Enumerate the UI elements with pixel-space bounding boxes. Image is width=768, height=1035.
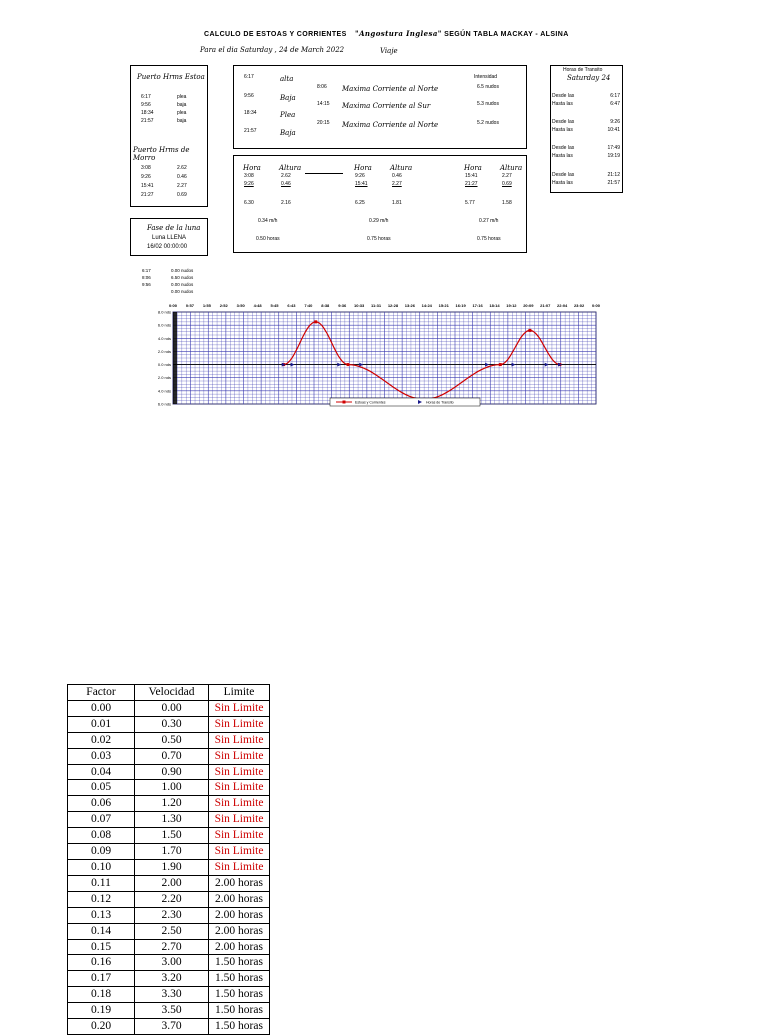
- tide-label: Baja: [280, 129, 296, 137]
- tide-label: alta: [280, 75, 294, 83]
- factor-cell: 0.18: [68, 987, 135, 1003]
- x-tick-label: 5:45: [270, 303, 279, 308]
- limite-cell: Sin Limite: [209, 748, 270, 764]
- factor-cell: 0.05: [68, 780, 135, 796]
- x-tick-label: 9:36: [338, 303, 347, 308]
- altura-label: Altura: [500, 164, 523, 172]
- mini-time: 6:17: [142, 268, 151, 273]
- transit-from-label: Desde las: [552, 119, 575, 125]
- estoa-title: Puerto Hrms Estoa: [137, 73, 205, 81]
- y-tick-label: 6.0 nds: [157, 401, 171, 407]
- x-tick-label: 14:24: [421, 303, 432, 308]
- transit-from-label: Desde las: [552, 145, 575, 151]
- table-row: [68, 844, 270, 860]
- x-tick-label: 8:38: [321, 303, 330, 308]
- current-speed: 6.5 nudos: [477, 84, 499, 90]
- rate: 0.27 m/h: [479, 218, 499, 224]
- rate: 0.34 m/h: [258, 218, 278, 224]
- limite-cell: Sin Limite: [209, 812, 270, 828]
- current-label: Maxima Corriente al Sur: [342, 102, 431, 110]
- limite-cell: 1.50 horas: [209, 1003, 270, 1019]
- table-row: [68, 859, 270, 875]
- duration: 6.30: [244, 200, 254, 206]
- morro-height: 0.46: [177, 174, 187, 180]
- limite-cell: Sin Limite: [209, 764, 270, 780]
- amplitude: 1.58: [502, 200, 512, 206]
- separator-line: [305, 173, 343, 174]
- tide-time: 21:57: [244, 128, 257, 134]
- current-curve-point: [314, 320, 317, 323]
- y-tick-label: 2.0 nds: [157, 348, 171, 354]
- morro-height: 0.69: [177, 192, 187, 198]
- legend-label-currents: Estoas y Corrientes: [355, 400, 386, 405]
- factor-cell: 0.02: [68, 732, 135, 748]
- hora-1: 15:41: [465, 173, 478, 179]
- table-row: [68, 780, 270, 796]
- limite-cell: Sin Limite: [209, 828, 270, 844]
- morro-time: 3:08: [141, 165, 151, 171]
- y-tick-label: 6.0 nds: [157, 322, 171, 328]
- current-curve-point: [347, 363, 350, 366]
- limite-cell: 1.50 horas: [209, 987, 270, 1003]
- velocidad-cell: 3.20: [135, 971, 209, 987]
- x-tick-label: 13:26: [404, 303, 415, 308]
- current-speed: 5.2 nudos: [477, 120, 499, 126]
- tide-time: 9:56: [244, 93, 254, 99]
- hora-1: 9:26: [355, 173, 365, 179]
- y-tick-label: 2.0 nds: [157, 375, 171, 381]
- table-row: [68, 796, 270, 812]
- transit-day: Saturday 24: [567, 74, 611, 82]
- table-row: [68, 891, 270, 907]
- altura-label: Altura: [390, 164, 413, 172]
- estoa-type: plea: [177, 110, 187, 116]
- transit-from: 17:49: [607, 145, 620, 151]
- moon-phase: Luna LLENA: [152, 235, 187, 241]
- limite-cell: 2.00 horas: [209, 939, 270, 955]
- estoa-type: baja: [177, 102, 187, 108]
- velocidad-cell: 3.50: [135, 1003, 209, 1019]
- tide-current-chart: [140, 262, 600, 412]
- factor-cell: 0.06: [68, 796, 135, 812]
- col-factor: Factor: [68, 685, 135, 701]
- viaje-label: Viaje: [380, 47, 398, 55]
- factor-cell: 0.17: [68, 971, 135, 987]
- current-label: Maxima Corriente al Norte: [342, 121, 439, 129]
- morro-time: 15:41: [141, 183, 154, 189]
- calc-box: [233, 155, 527, 253]
- hours: 0.75 horas: [367, 236, 391, 242]
- transit-from-label: Desde las: [552, 172, 575, 178]
- factor-cell: 0.00: [68, 700, 135, 716]
- estoa-type: baja: [177, 118, 187, 124]
- intensity-header: Intensidad: [474, 74, 498, 80]
- morro-height: 2.27: [177, 183, 187, 189]
- velocidad-cell: 2.50: [135, 923, 209, 939]
- x-tick-label: 22:04: [557, 303, 568, 308]
- limite-cell: 2.00 horas: [209, 891, 270, 907]
- x-tick-label: 23:02: [573, 303, 585, 308]
- transit-from: 9:26: [610, 119, 620, 125]
- title-place: "Angostura Inglesa": [355, 29, 442, 38]
- x-tick-label: 15:21: [438, 303, 449, 308]
- factor-cell: 0.12: [68, 891, 135, 907]
- velocidad-cell: 1.30: [135, 812, 209, 828]
- moon-phase-box: [130, 218, 208, 256]
- factor-cell: 0.16: [68, 955, 135, 971]
- velocidad-cell: 0.30: [135, 716, 209, 732]
- estoa-time: 21:57: [141, 118, 154, 124]
- duration: 6.25: [355, 200, 365, 206]
- legend-box: [330, 398, 480, 406]
- transit-to: 21:57: [607, 180, 620, 186]
- velocidad-cell: 0.00: [135, 700, 209, 716]
- morro-time: 21:27: [141, 192, 154, 198]
- legend-label-transit: Horas de Transito: [426, 400, 454, 405]
- x-tick-label: 7:40: [304, 303, 313, 308]
- mini-val: 0.00 nudos: [171, 282, 194, 287]
- table-row: [68, 1003, 270, 1019]
- x-tick-label: 19:12: [506, 303, 517, 308]
- limite-cell: Sin Limite: [209, 732, 270, 748]
- velocidad-cell: 0.90: [135, 764, 209, 780]
- altura-label: Altura: [279, 164, 302, 172]
- x-tick-label: 11:31: [371, 303, 382, 308]
- current-label: Maxima Corriente al Norte: [342, 85, 439, 93]
- velocidad-cell: 1.70: [135, 844, 209, 860]
- limite-cell: Sin Limite: [209, 700, 270, 716]
- table-row: [68, 923, 270, 939]
- factor-cell: 0.20: [68, 1019, 135, 1035]
- factor-cell: 0.11: [68, 875, 135, 891]
- amplitude: 1.81: [392, 200, 402, 206]
- y-tick-label: 4.0 nds: [157, 388, 171, 394]
- x-tick-label: 2:52: [219, 303, 228, 308]
- velocidad-cell: 1.20: [135, 796, 209, 812]
- altura-2: 0.69: [502, 181, 512, 187]
- current-time: 8:06: [317, 84, 327, 90]
- rate: 0.29 m/h: [369, 218, 389, 224]
- table-row: [68, 987, 270, 1003]
- factor-cell: 0.14: [68, 923, 135, 939]
- x-tick-label: 6:43: [287, 303, 296, 308]
- tide-time: 18:34: [244, 110, 257, 116]
- velocity-table: [67, 684, 270, 1035]
- table-row: [68, 732, 270, 748]
- altura-2: 2.27: [392, 181, 402, 187]
- tide-time: 6:17: [244, 74, 254, 80]
- duration: 5.77: [465, 200, 475, 206]
- transit-to: 6:47: [610, 101, 620, 107]
- hora-label: Hora: [464, 164, 482, 172]
- col-velocidad: Velocidad: [135, 685, 209, 701]
- mini-val: 0.00 nudos: [171, 268, 194, 273]
- x-tick-label: 0:00: [591, 303, 600, 308]
- factor-cell: 0.08: [68, 828, 135, 844]
- y-tick-label: 0.0 nds: [157, 362, 171, 368]
- transit-to-label: Hasta las: [552, 153, 573, 159]
- date-line: Para el dia Saturday , 24 de March 2022: [200, 46, 345, 54]
- limite-cell: Sin Limite: [209, 780, 270, 796]
- velocidad-cell: 1.90: [135, 859, 209, 875]
- factor-cell: 0.09: [68, 844, 135, 860]
- x-tick-label: 0:57: [185, 303, 194, 308]
- factor-cell: 0.10: [68, 859, 135, 875]
- velocidad-cell: 3.70: [135, 1019, 209, 1035]
- velocidad-cell: 2.20: [135, 891, 209, 907]
- transit-from-label: Desde las: [552, 93, 575, 99]
- table-row: [68, 939, 270, 955]
- velocidad-cell: 2.30: [135, 907, 209, 923]
- table-row: [68, 907, 270, 923]
- table-row: [68, 764, 270, 780]
- current-time: 20:15: [317, 120, 330, 126]
- factor-cell: 0.15: [68, 939, 135, 955]
- current-speed: 5.3 nudos: [477, 101, 499, 107]
- factor-cell: 0.01: [68, 716, 135, 732]
- table-header-row: [68, 685, 270, 701]
- x-tick-label: 3:50: [236, 303, 245, 308]
- amplitude: 2.16: [281, 200, 291, 206]
- transit-to-label: Hasta las: [552, 180, 573, 186]
- x-tick-label: 17:16: [472, 303, 483, 308]
- table-row: [68, 716, 270, 732]
- x-tick-label: 16:19: [455, 303, 466, 308]
- transit-to-label: Hasta las: [552, 127, 573, 133]
- x-tick-label: 1:55: [202, 303, 211, 308]
- factor-cell: 0.19: [68, 1003, 135, 1019]
- hora-label: Hora: [354, 164, 372, 172]
- col-limite: Limite: [209, 685, 270, 701]
- estoa-time: 6:17: [141, 94, 151, 100]
- estoa-box: [130, 65, 208, 207]
- hora-2: 15:41: [355, 181, 368, 187]
- limite-cell: 1.50 horas: [209, 955, 270, 971]
- table-row: [68, 875, 270, 891]
- limite-cell: 1.50 horas: [209, 1019, 270, 1035]
- mini-val: 6.50 nudos: [171, 275, 194, 280]
- x-tick-label: 4:48: [253, 303, 262, 308]
- x-tick-label: 20:09: [523, 303, 534, 308]
- estoa-time: 18:34: [141, 110, 154, 116]
- factor-cell: 0.04: [68, 764, 135, 780]
- morro-title: Puerto Hrms de Morro: [133, 146, 190, 162]
- velocidad-cell: 0.50: [135, 732, 209, 748]
- current-time: 14:15: [317, 101, 330, 107]
- estoa-time: 9:56: [141, 102, 151, 108]
- factor-cell: 0.07: [68, 812, 135, 828]
- estoa-type: plea: [177, 94, 187, 100]
- morro-height: 2.62: [177, 165, 187, 171]
- limite-cell: Sin Limite: [209, 844, 270, 860]
- hora-2: 21:27: [465, 181, 478, 187]
- altura-1: 2.27: [502, 173, 512, 179]
- tide-label: Baja: [280, 94, 296, 102]
- table-row: [68, 748, 270, 764]
- x-tick-label: 18:14: [489, 303, 500, 308]
- table-row: [68, 812, 270, 828]
- left-axis-strip: [173, 312, 177, 404]
- velocidad-cell: 3.00: [135, 955, 209, 971]
- mini-time: 8:06: [142, 275, 151, 280]
- velocidad-cell: 3.30: [135, 987, 209, 1003]
- x-tick-label: 21:07: [540, 303, 551, 308]
- title-suffix: SEGÚN TABLA MACKAY - ALSINA: [444, 31, 569, 38]
- velocidad-cell: 2.70: [135, 939, 209, 955]
- limite-cell: 2.00 horas: [209, 923, 270, 939]
- morro-time: 9:26: [141, 174, 151, 180]
- velocidad-cell: 2.00: [135, 875, 209, 891]
- hours: 0.75 horas: [477, 236, 501, 242]
- velocidad-cell: 0.70: [135, 748, 209, 764]
- altura-2: 0.46: [281, 181, 291, 187]
- limite-cell: 1.50 horas: [209, 971, 270, 987]
- moon-phase-title: Fase de la luna: [147, 224, 201, 232]
- title-prefix: CALCULO DE ESTOAS Y CORRIENTES: [204, 31, 347, 38]
- transit-to-label: Hasta las: [552, 101, 573, 107]
- factor-cell: 0.03: [68, 748, 135, 764]
- mini-time: 9:56: [142, 282, 151, 287]
- transit-title: Horas de Transito: [563, 67, 603, 73]
- transit-to: 10:41: [607, 127, 620, 133]
- x-tick-label: 0:00: [168, 303, 178, 308]
- hora-label: Hora: [243, 164, 261, 172]
- limite-cell: Sin Limite: [209, 859, 270, 875]
- document-title: [204, 29, 569, 38]
- limite-cell: 2.00 horas: [209, 907, 270, 923]
- table-row: [68, 828, 270, 844]
- moon-datetime: 16/02 00:00:00: [147, 244, 188, 250]
- transit-from: 6:17: [610, 93, 620, 99]
- transit-to: 19:19: [607, 153, 620, 159]
- velocidad-cell: 1.50: [135, 828, 209, 844]
- tides-box: [233, 65, 527, 149]
- velocidad-cell: 1.00: [135, 780, 209, 796]
- altura-1: 0.46: [392, 173, 402, 179]
- table-row: [68, 955, 270, 971]
- x-tick-label: 12:28: [387, 303, 399, 308]
- tide-label: Plea: [280, 111, 296, 119]
- hours: 0.50 horas: [256, 236, 280, 242]
- hora-2: 9:26: [244, 181, 254, 187]
- transit-box: [550, 65, 623, 193]
- table-row: [68, 971, 270, 987]
- current-curve-point: [528, 329, 531, 332]
- altura-1: 2.62: [281, 173, 291, 179]
- legend-marker-currents: [343, 401, 346, 404]
- table-row: [68, 1019, 270, 1035]
- y-tick-label: 4.0 nds: [157, 335, 171, 341]
- y-tick-label: 8.0 nds: [157, 309, 171, 315]
- x-tick-label: 10:33: [354, 303, 365, 308]
- limite-cell: 2.00 horas: [209, 875, 270, 891]
- limite-cell: Sin Limite: [209, 716, 270, 732]
- limite-cell: Sin Limite: [209, 796, 270, 812]
- table-row: [68, 700, 270, 716]
- hora-1: 3:08: [244, 173, 254, 179]
- transit-from: 21:12: [607, 172, 620, 178]
- factor-cell: 0.13: [68, 907, 135, 923]
- current-curve-point: [499, 363, 502, 366]
- mini-val: 0.00 nudos: [171, 289, 194, 294]
